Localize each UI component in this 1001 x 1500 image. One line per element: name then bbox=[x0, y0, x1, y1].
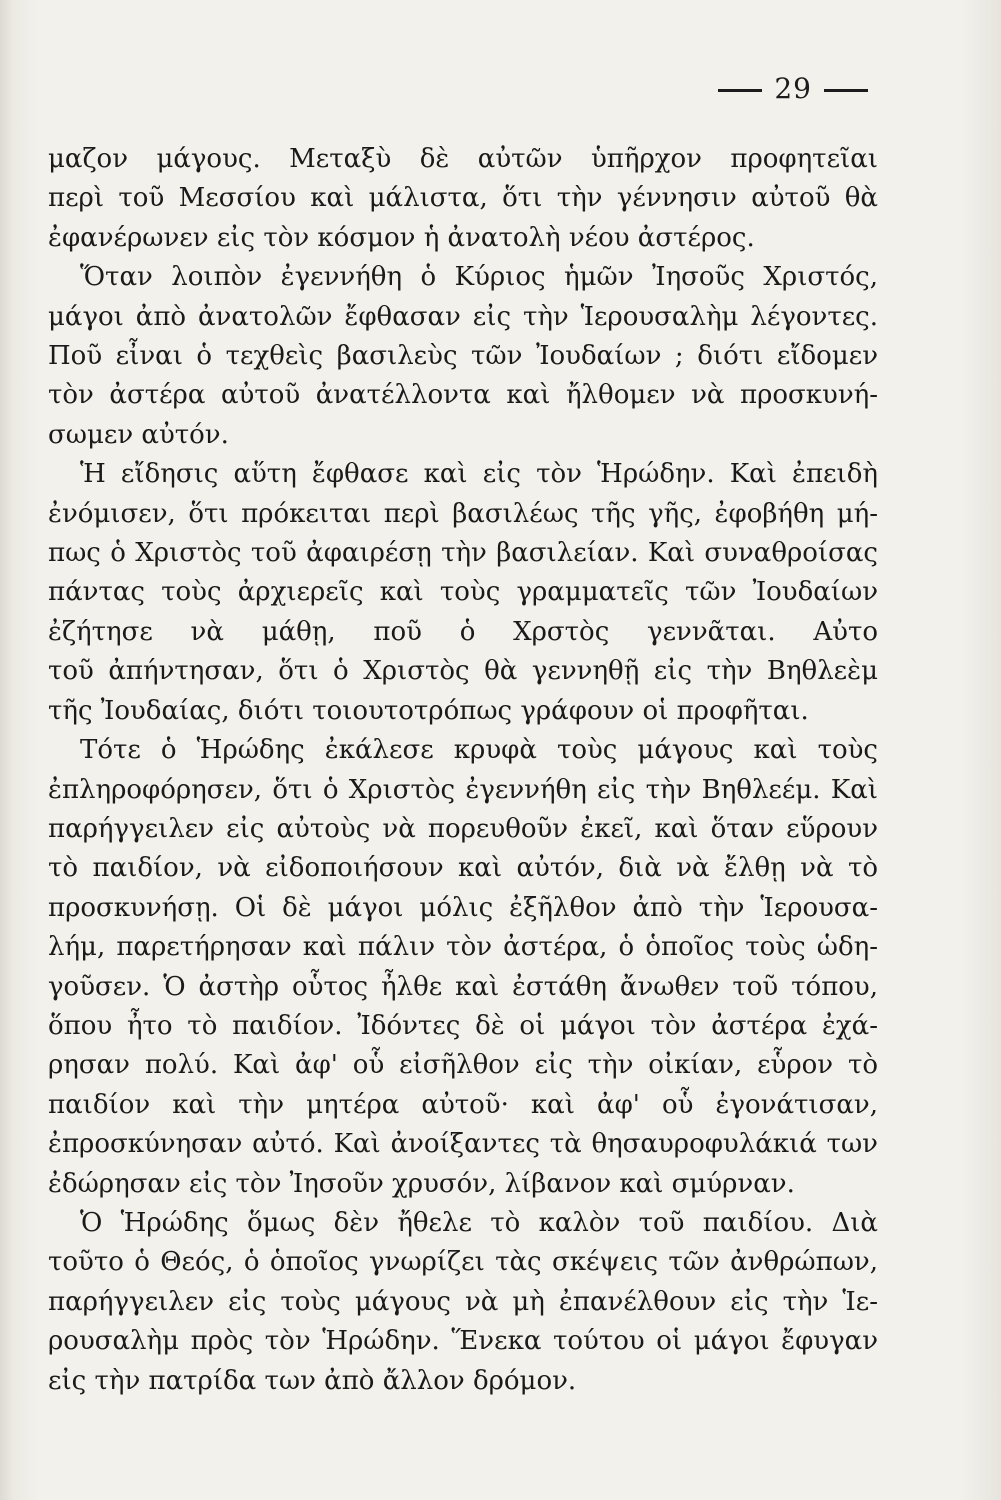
text-line: παιδίον καὶ τὴν μητέρα αὐτοῦ· καὶ ἀφ' οὗ ἐγονάτισαν, bbox=[48, 1089, 878, 1120]
right-dash bbox=[824, 89, 868, 92]
text-line: τὸν ἀστέρα αὐτοῦ ἀνατέλλοντα καὶ ἤλθομεν νὰ προσκυνή- bbox=[48, 380, 878, 411]
text-line: Τότε ὁ Ἡρώδης ἐκάλεσε κρυφὰ τοὺς μάγους καὶ τοὺς bbox=[80, 735, 878, 766]
left-dash bbox=[718, 89, 762, 92]
text-line: ὅπου ἦτο τὸ παιδίον. Ἰδόντες δὲ οἱ μάγοι τὸν ἀστέρα ἐχά- bbox=[48, 1010, 878, 1041]
text-line: εἰς τὴν πατρίδα των ἀπὸ ἄλλον δρόμον. bbox=[48, 1365, 577, 1396]
text-line: τοῦτο ὁ Θεός, ὁ ὁποῖος γνωρίζει τὰς σκέψεις τῶν ἀνθρώπων, bbox=[48, 1247, 878, 1278]
text-line: ἐνόμισεν, ὅτι πρόκειται περὶ βασιλέως τῆς γῆς, ἐφοβήθη μή- bbox=[48, 498, 878, 529]
text-line: Ἡ εἴδησις αὕτη ἔφθασε καὶ εἰς τὸν Ἡρώδην. Καὶ ἐπειδὴ bbox=[80, 459, 878, 490]
text-line: Ὅταν λοιπὸν ἐγεννήθη ὁ Κύριος ἡμῶν Ἰησοῦς Χριστός, bbox=[80, 262, 878, 293]
text-line: ἐπληροφόρησεν, ὅτι ὁ Χριστὸς ἐγεννήθη εἰς τὴν Βηθλεέμ. Καὶ bbox=[48, 774, 878, 805]
text-line: ρησαν πολύ. Καὶ ἀφ' οὗ εἰσῆλθον εἰς τὴν οἰκίαν, εὗρον τὸ bbox=[48, 1050, 878, 1081]
page-number-header bbox=[0, 72, 880, 105]
text-line: πως ὁ Χριστὸς τοῦ ἀφαιρέσῃ τὴν βασιλείαν. Καὶ συναθροίσας bbox=[48, 538, 878, 569]
text-line: τὸ παιδίον, νὰ εἰδοποιήσουν καὶ αὐτόν, διὰ νὰ ἔλθῃ νὰ τὸ bbox=[48, 853, 878, 884]
text-line: τῆς Ἰουδαίας, διότι τοιουτοτρόπως γράφουν οἱ προφῆται. bbox=[48, 695, 809, 726]
text-line: προσκυνήσῃ. Οἱ δὲ μάγοι μόλις ἐξῆλθον ἀπὸ τὴν Ἱερουσα- bbox=[48, 892, 878, 923]
text-line: τοῦ ἀπήντησαν, ὅτι ὁ Χριστὸς θὰ γεννηθῇ εἰς τὴν Βηθλεὲμ bbox=[48, 656, 878, 687]
text-line: παρήγγειλεν εἰς τοὺς μάγους νὰ μὴ ἐπανέλθουν εἰς τὴν Ἱε- bbox=[48, 1286, 878, 1317]
text-line: μάγοι ἀπὸ ἀνατολῶν ἔφθασαν εἰς τὴν Ἱερουσαλὴμ λέγοντες. bbox=[48, 301, 878, 332]
text-line: Ὁ Ἡρώδης ὅμως δὲν ἤθελε τὸ καλὸν τοῦ παιδίου. Διὰ bbox=[80, 1207, 878, 1238]
text-line: πάντας τοὺς ἀρχιερεῖς καὶ τοὺς γραμματεῖς τῶν Ἰουδαίων bbox=[48, 577, 878, 608]
text-line: ἐδώρησαν εἰς τὸν Ἰησοῦν χρυσόν, λίβανον καὶ σμύρναν. bbox=[48, 1168, 795, 1199]
text-line: λήμ, παρετήρησαν καὶ πάλιν τὸν ἀστέρα, ὁ ὁποῖος τοὺς ὡδη- bbox=[48, 932, 878, 963]
text-line: ἐζήτησε νὰ μάθῃ, ποῦ ὁ Χρστὸς γεννᾶται. Αὐτο bbox=[48, 616, 878, 647]
text-line: ἐφανέρωνεν εἰς τὸν κόσμον ἡ ἀνατολὴ νέου ἀστέρος. bbox=[48, 222, 755, 253]
page-number: 29 bbox=[774, 72, 812, 105]
text-line: σωμεν αὐτόν. bbox=[48, 419, 229, 450]
text-line: ἐπροσκύνησαν αὐτό. Καὶ ἀνοίξαντες τὰ θησαυροφυλάκιά των bbox=[48, 1129, 878, 1160]
text-line: παρήγγειλεν εἰς αὐτοὺς νὰ πορευθοῦν ἐκεῖ, καὶ ὅταν εὕρουν bbox=[48, 813, 878, 844]
text-line: γοῦσεν. Ὁ ἀστὴρ οὗτος ἦλθε καὶ ἐστάθη ἄνωθεν τοῦ τόπου, bbox=[48, 971, 878, 1002]
text-line: ρουσαλὴμ πρὸς τὸν Ἡρώδην. Ἕνεκα τούτου οἱ μάγοι ἔφυγαν bbox=[48, 1326, 878, 1357]
body-text bbox=[48, 140, 878, 1401]
text-line: Ποῦ εἶναι ὁ τεχθεὶς βασιλεὺς τῶν Ἰουδαίων ; διότι εἴδομεν bbox=[48, 341, 878, 372]
text-line: περὶ τοῦ Μεσσίου καὶ μάλιστα, ὅτι τὴν γέννησιν αὐτοῦ θὰ bbox=[48, 183, 878, 214]
text-line: μαζον μάγους. Μεταξὺ δὲ αὐτῶν ὑπῆρχον προφητεῖαι bbox=[48, 144, 878, 174]
